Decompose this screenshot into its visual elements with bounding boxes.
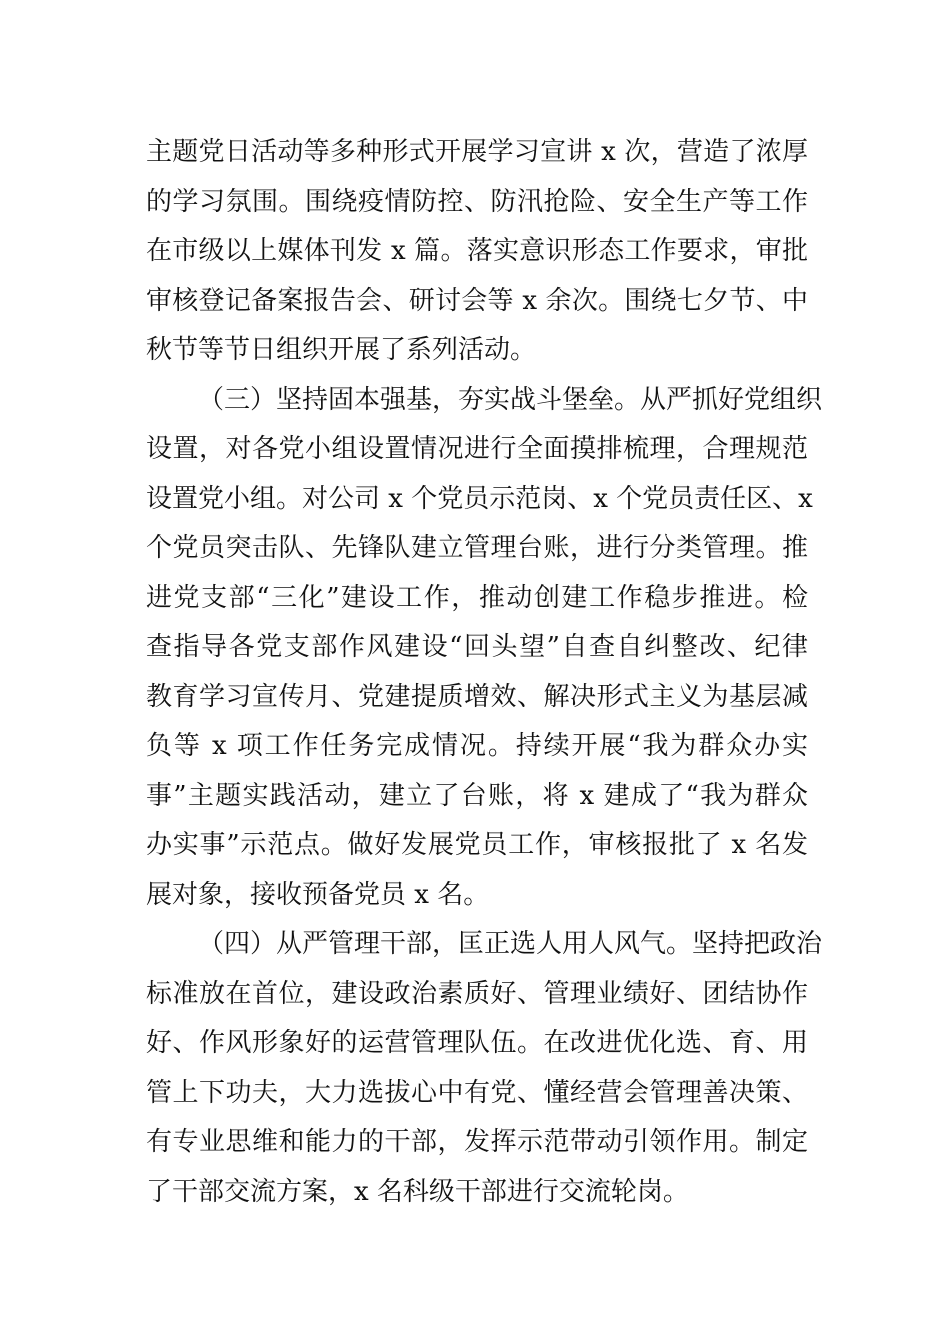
text-line: 的学习氛围。围绕疫情防控、防汛抢险、安全生产等工作	[146, 186, 808, 217]
section-heading-line: （三）坚持固本强基，夯实战斗堡垒。从严抓好党组织	[198, 384, 823, 415]
section-heading-line: （四）从严管理干部，匡正选人用人风气。坚持把政治	[198, 929, 823, 959]
text-line: 主题党日活动等多种形式开展学习宣讲 x 次，营造了浓厚	[146, 137, 808, 167]
text-line: 标准放在首位，建设政治素质好、管理业绩好、团结协作	[146, 978, 808, 1009]
text-line: 管上下功夫，大力选拔心中有党、懂经营会管理善决策、	[146, 1077, 808, 1108]
text-line: 个党员突击队、先锋队建立管理台账，进行分类管理。推	[146, 533, 808, 563]
text-line: 事”主题实践活动，建立了台账，将 x 建成了“我为群众	[146, 780, 808, 811]
text-line: 秋节等节日组织开展了系列活动。	[146, 335, 537, 365]
text-line: 有专业思维和能力的干部，发挥示范带动引领作用。制定	[146, 1127, 808, 1157]
text-line: 查指导各党支部作风建设“回头望”自查自纠整改、纪律	[146, 632, 808, 662]
text-line: 进党支部“三化”建设工作，推动创建工作稳步推进。检	[146, 582, 808, 613]
text-line: 教育学习宣传月、党建提质增效、解决形式主义为基层减	[146, 681, 808, 712]
text-line: 审核登记备案报告会、研讨会等 x 余次。围绕七夕节、中	[146, 285, 808, 316]
text-line: 负等 x 项工作任务完成情况。持续开展“我为群众办实	[146, 731, 808, 761]
text-line: 办实事”示范点。做好发展党员工作，审核报批了 x 名发	[146, 830, 808, 860]
text-line: 了干部交流方案，x 名科级干部进行交流轮岗。	[146, 1176, 689, 1207]
text-line: 设置党小组。对公司 x 个党员示范岗、x 个党员责任区、x	[146, 483, 813, 514]
text-line: 设置，对各党小组设置情况进行全面摸排梳理，合理规范	[146, 434, 808, 464]
text-line: 在市级以上媒体刊发 x 篇。落实意识形态工作要求，审批	[146, 236, 808, 266]
body-text	[146, 128, 823, 1217]
text-line: 展对象，接收预备党员 x 名。	[146, 879, 490, 910]
text-line: 好、作风形象好的运营管理队伍。在改进优化选、育、用	[146, 1028, 808, 1058]
